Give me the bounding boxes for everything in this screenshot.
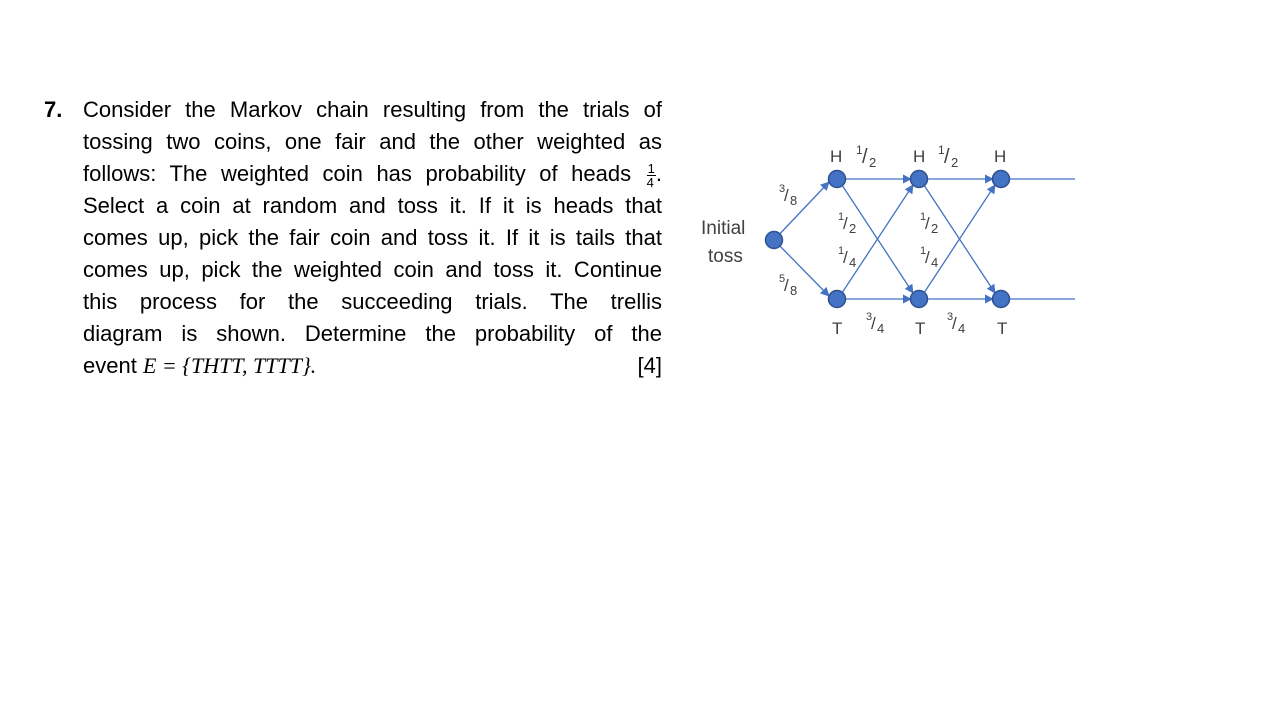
prob-t2-t3 [947,311,965,336]
prob-initial-tails-num: 5 [779,273,786,285]
question-number: 7. [44,97,63,122]
prob-h1-t2-slash: / [843,214,848,233]
prob-initial-tails [779,273,797,298]
prob-h1-t2-den: 2 [849,221,857,236]
question-text [83,94,662,382]
question-line-2: tossing two coins, one fair and the other weighted as [83,129,662,154]
prob-h1-h2-den: 2 [869,155,877,170]
question-line-7: this process for the succeeding trials. The trellis [83,289,662,314]
question-line-4: Select a coin at random and toss it. If it is heads that [83,193,662,218]
prob-h1-h2 [856,143,876,170]
event-prefix: event [83,353,137,378]
prob-h2-t3-slash: / [925,214,930,233]
node-heads-1 [829,171,846,188]
node-heads-2 [911,171,928,188]
prob-h2-t3 [920,211,938,236]
heads-probability-fraction [647,162,656,189]
tails-label-1: T [832,319,843,338]
trellis-diagram [690,130,1090,350]
edge-initial-to-tails [774,240,829,296]
prob-h2-h3-den: 2 [951,155,959,170]
prob-t1-t2-den: 4 [877,321,885,336]
question-line-1: Consider the Markov chain resulting from the trials of [83,97,662,122]
prob-t2-h3 [920,245,938,270]
trellis-svg [690,130,1090,350]
prob-t1-h2 [838,245,856,270]
prob-initial-tails-den: 8 [790,283,798,298]
heads-probability-denominator: 4 [646,174,654,190]
node-initial [766,232,783,249]
tails-label-2: T [915,319,926,338]
question-line-6: comes up, pick the weighted coin and toss it. Continue [83,257,662,282]
question-line-3: follows: The weighted coin has probability of heads $\frac{1}{4}$ . [83,160,662,190]
question-line-8: diagram is shown. Determine the probability of the [83,321,662,346]
heads-label-3: H [994,147,1007,166]
prob-initial-heads [779,183,797,208]
prob-h2-h3-slash: / [944,146,950,168]
prob-t2-t3-slash: / [952,314,957,333]
question-line-9 [83,350,662,382]
prob-t2-h3-num: 1 [920,245,927,257]
prob-t2-t3-den: 4 [958,321,966,336]
prob-h2-h3-num: 1 [938,143,945,157]
prob-initial-tails-slash: / [784,276,789,295]
prob-t2-h3-slash: / [925,248,930,267]
node-tails-1 [829,291,846,308]
edge-t2-to-h3 [920,185,995,299]
node-tails-3 [993,291,1010,308]
prob-t1-h2-den: 4 [849,255,857,270]
prob-t1-h2-slash: / [843,248,848,267]
heads-label-2: H [913,147,926,166]
prob-initial-heads-slash: / [784,186,789,205]
prob-t1-t2-slash: / [871,314,876,333]
heads-label-1: H [830,147,843,166]
edge-h1-to-t2 [838,179,913,293]
prob-initial-heads-den: 8 [790,193,798,208]
prob-h1-t2 [838,211,856,236]
heads-probability-numerator: 1 [647,160,655,176]
prob-t1-t2 [866,311,884,336]
node-heads-3 [993,171,1010,188]
node-tails-2 [911,291,928,308]
question-line-5: comes up, pick the fair coin and toss it. If it is tails that [83,225,662,250]
question-marks: [4] [637,353,662,378]
question-line-3-text: follows: The weighted coin has probability of heads [83,161,632,186]
prob-t1-t2-num: 3 [866,311,873,323]
edge-t1-to-h2 [838,185,913,299]
prob-t1-h2-num: 1 [838,245,845,257]
edge-h2-to-t3 [920,179,995,293]
prob-h1-h2-num: 1 [856,143,863,157]
tails-label-3: T [997,319,1008,338]
prob-initial-heads-num: 3 [779,183,786,195]
prob-t2-t3-num: 3 [947,311,954,323]
prob-h2-h3 [938,143,958,170]
prob-t2-h3-den: 4 [931,255,939,270]
initial-label-line1: Initial [701,218,746,239]
prob-h1-t2-num: 1 [838,211,845,223]
event-expression: E = {THTT, TTTT}. [142,353,317,378]
prob-h2-t3-num: 1 [920,211,927,223]
prob-h1-h2-slash: / [862,146,868,168]
prob-h2-t3-den: 2 [931,221,939,236]
initial-label-line2: toss [708,246,743,267]
